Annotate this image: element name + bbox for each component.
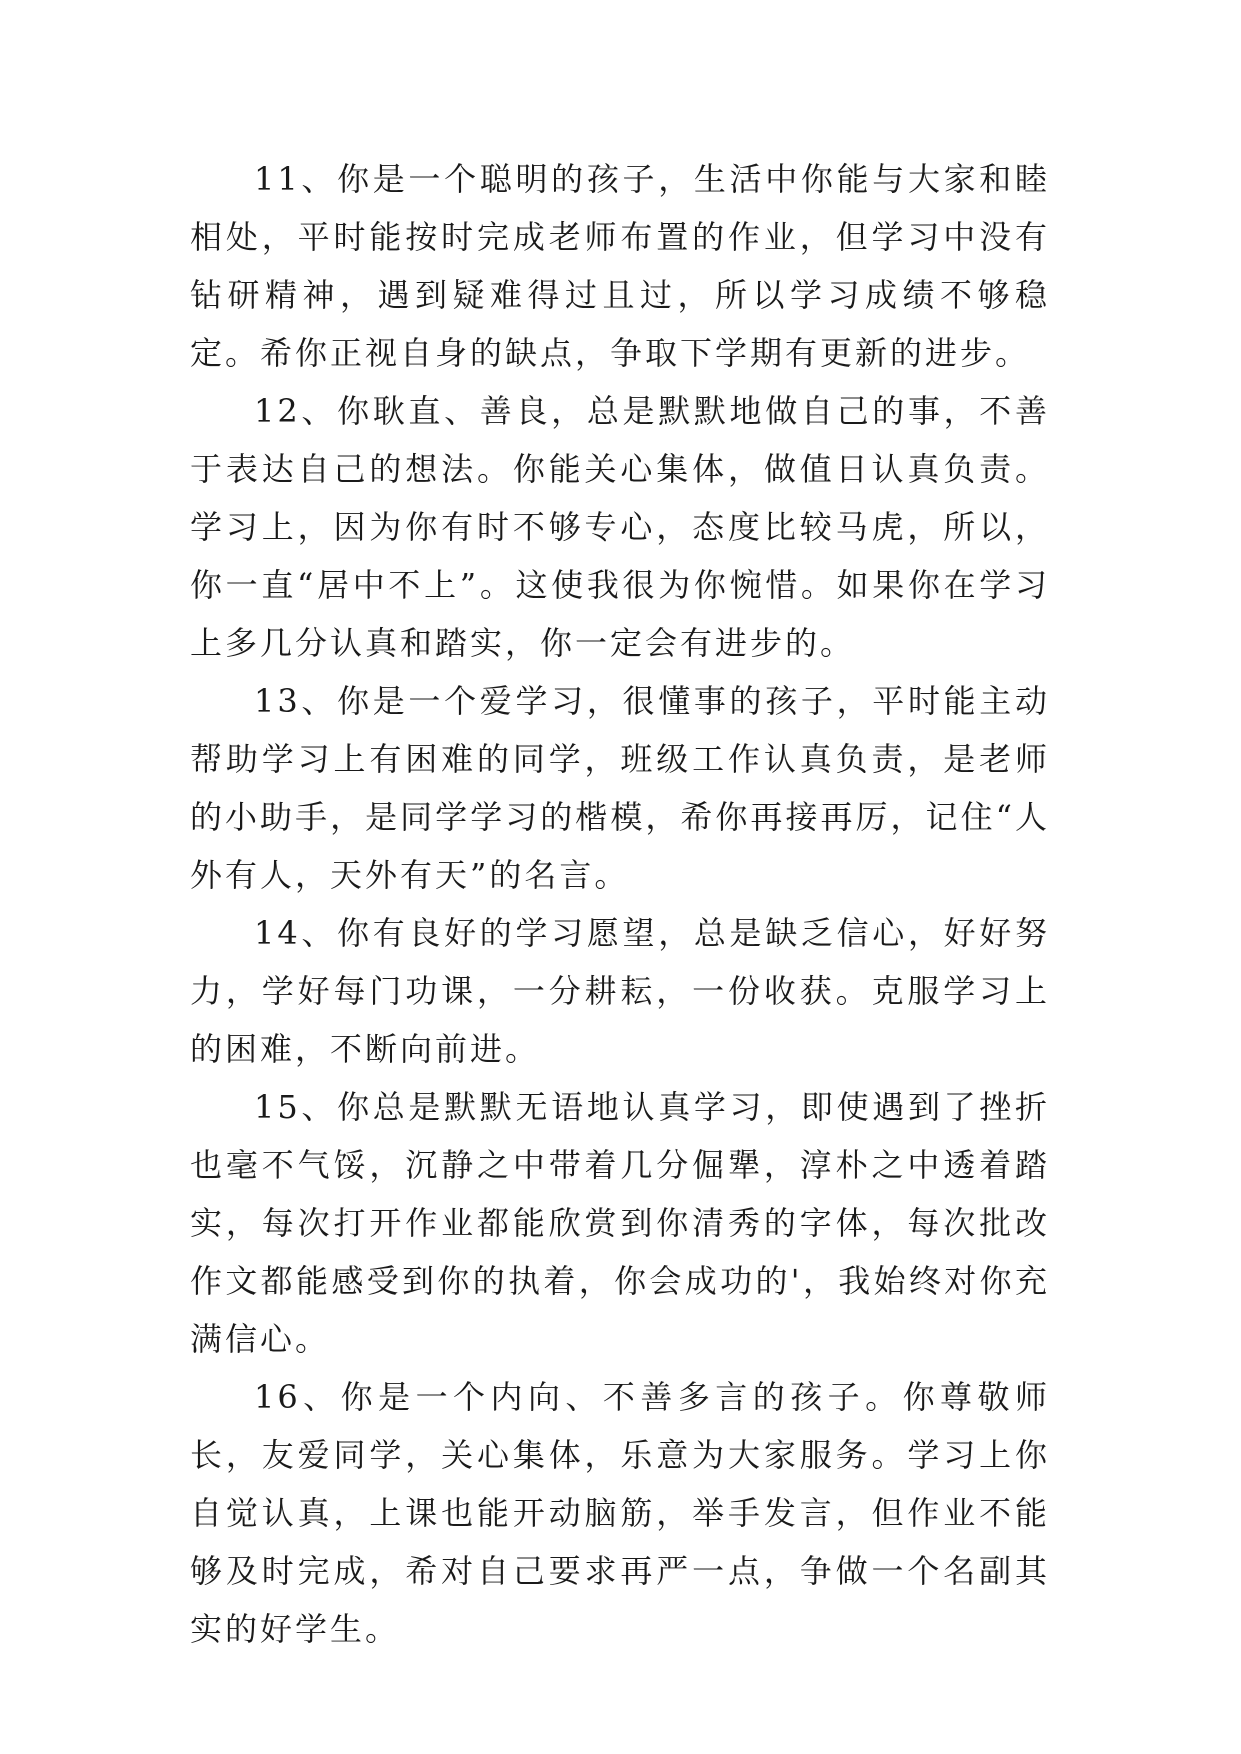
comment-paragraph-11: 11、你是一个聪明的孩子，生活中你能与大家和睦相处，平时能按时完成老师布置的作业，但学习中没有钻研精神，遇到疑难得过且过，所以学习成绩不够稳定。希你正视自身的缺点，争取下学期有更新的进步。: [190, 160, 1050, 372]
comment-paragraph-12: 12、你耿直、善良，总是默默地做自己的事，不善于表达自己的想法。你能关心集体，做值日认真负责。学习上，因为你有时不够专心，态度比较马虎，所以，你一直“居中不上”。这使我很为你惋惜。如果你在学习上多几分认真和踏实，你一定会有进步的。: [190, 392, 1050, 662]
comment-paragraph-16: 16、你是一个内向、不善多言的孩子。你尊敬师长，友爱同学，关心集体，乐意为大家服务。学习上你自觉认真，上课也能开动脑筋，举手发言，但作业不能够及时完成，希对自己要求再严一点，争做一个名副其实的好学生。: [190, 1378, 1050, 1648]
comment-paragraph-15: 15、你总是默默无语地认真学习，即使遇到了挫折也毫不气馁，沉静之中带着几分倔犟，淳朴之中透着踏实，每次打开作业都能欣赏到你清秀的字体，每次批改作文都能感受到你的执着，你会成功的'，我始终对你充满信心。: [190, 1088, 1050, 1358]
comment-paragraph-14: 14、你有良好的学习愿望，总是缺乏信心，好好努力，学好每门功课，一分耕耘，一份收获。克服学习上的困难，不断向前进。: [190, 914, 1050, 1068]
document-body: [190, 150, 1050, 1658]
comment-paragraph-13: 13、你是一个爱学习，很懂事的孩子，平时能主动帮助学习上有困难的同学，班级工作认真负责，是老师的小助手，是同学学习的楷模，希你再接再厉，记住“人外有人，天外有天”的名言。: [190, 682, 1050, 894]
